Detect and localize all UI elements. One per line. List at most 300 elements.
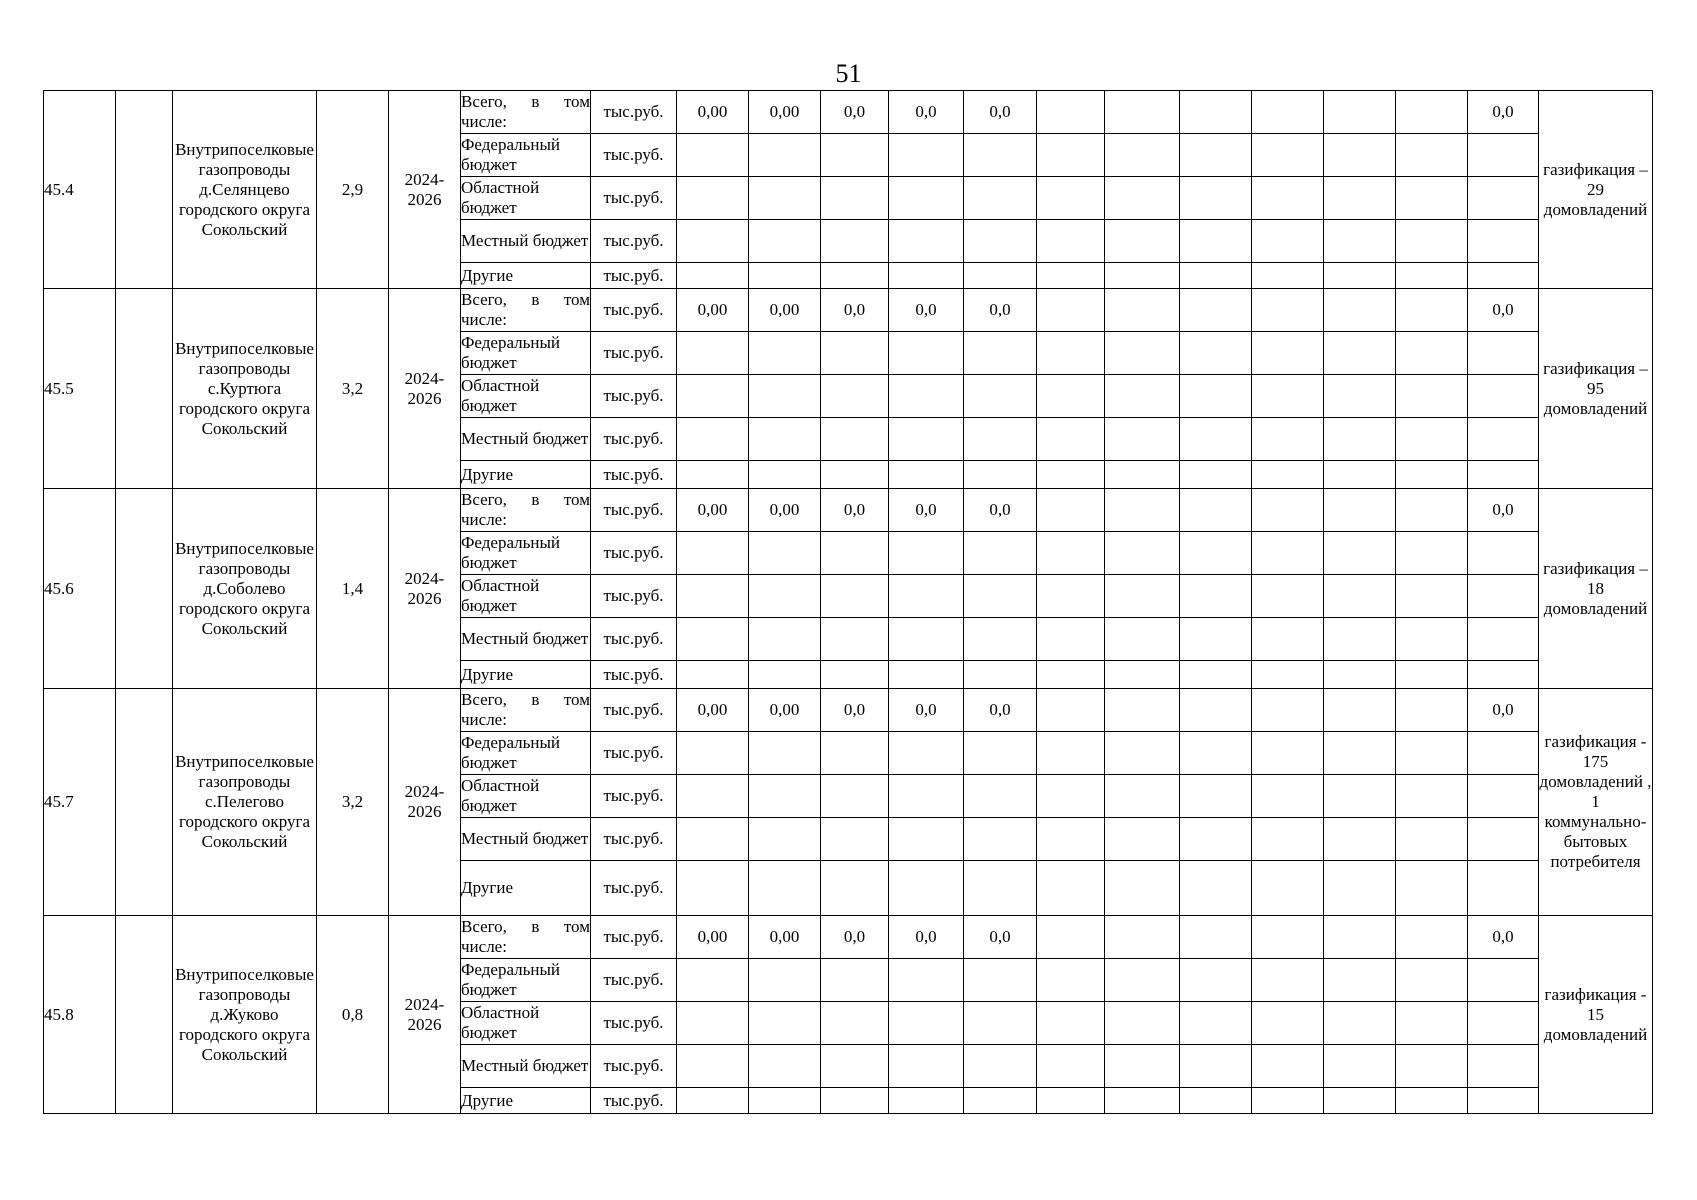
empty-value-cell [1324,332,1396,375]
unit: тыс.руб. [591,861,677,916]
value-cell [749,375,821,418]
empty-value-cell [1180,818,1252,861]
total-cell [1468,732,1539,775]
value-cell [677,661,749,689]
project-period: 2024-2026 [389,916,461,1114]
empty-value-cell [1180,775,1252,818]
empty-value-cell [1105,220,1180,263]
value-cell: 0,00 [677,91,749,134]
value-cell [889,332,964,375]
value-cell [964,818,1037,861]
total-cell: 0,0 [1468,916,1539,959]
value-cell [889,461,964,489]
unit: тыс.руб. [591,1045,677,1088]
project-length: 3,2 [317,689,389,916]
value-cell [677,220,749,263]
empty-value-cell [1252,263,1324,289]
value-cell: 0,00 [749,916,821,959]
empty-value-cell [1324,689,1396,732]
value-cell [677,134,749,177]
unit: тыс.руб. [591,91,677,134]
value-cell [677,375,749,418]
empty-value-cell [1252,959,1324,1002]
value-cell [889,861,964,916]
empty-value-cell [1324,1088,1396,1114]
project-number: 45.7 [44,689,116,916]
empty-value-cell [1180,661,1252,689]
value-cell [749,818,821,861]
empty-value-cell [1396,689,1468,732]
project-name: Внутрипоселковые газопроводы с.Пелегово городского округа Сокольский [173,689,317,916]
value-cell [821,732,889,775]
value-cell [749,220,821,263]
value-cell [821,618,889,661]
value-cell [889,818,964,861]
empty-value-cell [1324,959,1396,1002]
project-length: 2,9 [317,91,389,289]
empty-value-cell [1324,375,1396,418]
project-name: Внутрипоселковые газопроводы д.Жуково городского округа Сокольский [173,916,317,1114]
value-cell: 0,00 [749,689,821,732]
project-result: газификация – 29 домовладений [1539,91,1653,289]
funding-source: Всего, в том числе: [461,489,591,532]
empty-value-cell [1105,959,1180,1002]
empty-value-cell [1324,177,1396,220]
empty-value-cell [1180,220,1252,263]
empty-value-cell [1252,418,1324,461]
value-cell: 0,0 [964,489,1037,532]
empty-value-cell [1180,618,1252,661]
value-cell: 0,00 [749,91,821,134]
empty-value-cell [1396,332,1468,375]
value-cell: 0,0 [821,489,889,532]
empty-value-cell [1037,289,1105,332]
value-cell [821,575,889,618]
value-cell [821,959,889,1002]
unit: тыс.руб. [591,489,677,532]
empty-value-cell [1105,91,1180,134]
empty-value-cell [1324,289,1396,332]
value-cell [821,375,889,418]
funding-source: Областной бюджет [461,775,591,818]
value-cell [889,177,964,220]
unit: тыс.руб. [591,916,677,959]
empty-value-cell [1180,418,1252,461]
empty-value-cell [1037,1002,1105,1045]
investment-table [43,90,1653,1114]
value-cell: 0,00 [677,689,749,732]
value-cell [889,959,964,1002]
empty-value-cell [1252,818,1324,861]
funding-source: Всего, в том числе: [461,916,591,959]
empty-value-cell [1037,916,1105,959]
unit: тыс.руб. [591,177,677,220]
value-cell [749,1088,821,1114]
total-cell [1468,661,1539,689]
empty-value-cell [1324,818,1396,861]
empty-value-cell [1105,775,1180,818]
value-cell: 0,00 [677,916,749,959]
empty-value-cell [1105,818,1180,861]
value-cell [749,177,821,220]
empty-value-cell [1105,332,1180,375]
unit: тыс.руб. [591,134,677,177]
empty-value-cell [1252,1045,1324,1088]
value-cell [677,818,749,861]
empty-value-cell [1180,959,1252,1002]
empty-value-cell [1180,461,1252,489]
value-cell [964,618,1037,661]
empty-value-cell [1324,91,1396,134]
empty-value-cell [1396,91,1468,134]
project-result: газификация - 175 домовладений , 1 коммунально-бытовых потребителя [1539,689,1653,916]
empty-value-cell [1105,289,1180,332]
empty-cell [116,91,173,289]
unit: тыс.руб. [591,1002,677,1045]
empty-value-cell [1180,177,1252,220]
total-cell [1468,134,1539,177]
empty-value-cell [1396,818,1468,861]
unit: тыс.руб. [591,418,677,461]
project-result: газификация – 18 домовладений [1539,489,1653,689]
value-cell [677,959,749,1002]
empty-value-cell [1105,375,1180,418]
project-period: 2024-2026 [389,289,461,489]
empty-value-cell [1180,289,1252,332]
total-cell [1468,1002,1539,1045]
unit: тыс.руб. [591,375,677,418]
value-cell: 0,0 [889,916,964,959]
empty-value-cell [1180,1088,1252,1114]
empty-value-cell [1324,489,1396,532]
value-cell [964,1088,1037,1114]
empty-value-cell [1396,177,1468,220]
funding-source: Местный бюджет [461,818,591,861]
project-row-total [44,289,1653,332]
empty-value-cell [1252,1002,1324,1045]
total-cell [1468,263,1539,289]
value-cell [749,532,821,575]
empty-value-cell [1396,263,1468,289]
value-cell [964,661,1037,689]
empty-value-cell [1105,618,1180,661]
empty-value-cell [1105,177,1180,220]
empty-value-cell [1037,489,1105,532]
empty-value-cell [1396,618,1468,661]
empty-value-cell [1252,732,1324,775]
unit: тыс.руб. [591,220,677,263]
empty-value-cell [1396,775,1468,818]
empty-cell [116,289,173,489]
value-cell [889,775,964,818]
value-cell: 0,0 [821,916,889,959]
empty-value-cell [1252,532,1324,575]
value-cell [749,861,821,916]
value-cell [964,775,1037,818]
value-cell [749,332,821,375]
value-cell [677,532,749,575]
empty-value-cell [1105,134,1180,177]
empty-value-cell [1037,1045,1105,1088]
value-cell [749,1045,821,1088]
value-cell [749,461,821,489]
project-number: 45.5 [44,289,116,489]
total-cell [1468,861,1539,916]
value-cell [889,732,964,775]
value-cell [749,1002,821,1045]
funding-source: Местный бюджет [461,1045,591,1088]
funding-source: Федеральный бюджет [461,332,591,375]
empty-value-cell [1037,775,1105,818]
value-cell [821,1002,889,1045]
empty-value-cell [1252,661,1324,689]
value-cell: 0,00 [677,289,749,332]
total-cell [1468,959,1539,1002]
funding-source: Федеральный бюджет [461,532,591,575]
project-name: Внутрипоселковые газопроводы с.Куртюга городского округа Сокольский [173,289,317,489]
value-cell [749,575,821,618]
value-cell [677,1045,749,1088]
empty-value-cell [1396,575,1468,618]
funding-source: Областной бюджет [461,1002,591,1045]
value-cell: 0,0 [889,489,964,532]
empty-value-cell [1396,220,1468,263]
empty-value-cell [1252,489,1324,532]
empty-value-cell [1180,732,1252,775]
funding-source: Другие [461,1088,591,1114]
empty-value-cell [1324,263,1396,289]
empty-value-cell [1252,134,1324,177]
value-cell [964,177,1037,220]
empty-value-cell [1180,575,1252,618]
empty-value-cell [1324,532,1396,575]
value-cell [821,861,889,916]
empty-value-cell [1252,689,1324,732]
value-cell [749,959,821,1002]
value-cell [964,134,1037,177]
project-row-total [44,489,1653,532]
project-number: 45.6 [44,489,116,689]
funding-source: Местный бюджет [461,220,591,263]
empty-value-cell [1252,618,1324,661]
empty-value-cell [1180,332,1252,375]
value-cell: 0,00 [677,489,749,532]
value-cell [821,461,889,489]
empty-value-cell [1105,461,1180,489]
empty-value-cell [1105,1088,1180,1114]
page-number: 51 [835,59,862,88]
value-cell: 0,0 [964,289,1037,332]
empty-value-cell [1396,461,1468,489]
funding-source: Областной бюджет [461,375,591,418]
funding-source: Федеральный бюджет [461,134,591,177]
value-cell [964,418,1037,461]
total-cell: 0,0 [1468,91,1539,134]
project-number: 45.4 [44,91,116,289]
funding-source: Федеральный бюджет [461,959,591,1002]
empty-value-cell [1037,532,1105,575]
value-cell [677,732,749,775]
empty-value-cell [1180,91,1252,134]
value-cell [821,134,889,177]
funding-source: Местный бюджет [461,618,591,661]
empty-value-cell [1252,332,1324,375]
total-cell [1468,1088,1539,1114]
empty-value-cell [1037,732,1105,775]
value-cell [964,861,1037,916]
project-length: 1,4 [317,489,389,689]
project-period: 2024-2026 [389,689,461,916]
empty-value-cell [1396,289,1468,332]
empty-value-cell [1324,916,1396,959]
empty-value-cell [1105,916,1180,959]
value-cell [749,732,821,775]
empty-value-cell [1324,775,1396,818]
empty-value-cell [1324,618,1396,661]
total-cell [1468,332,1539,375]
empty-value-cell [1037,418,1105,461]
empty-value-cell [1396,661,1468,689]
empty-value-cell [1105,689,1180,732]
value-cell [821,418,889,461]
total-cell: 0,0 [1468,689,1539,732]
funding-source: Другие [461,263,591,289]
total-cell: 0,0 [1468,289,1539,332]
value-cell [889,1002,964,1045]
empty-value-cell [1252,220,1324,263]
empty-value-cell [1037,263,1105,289]
value-cell [677,177,749,220]
empty-value-cell [1037,375,1105,418]
value-cell [677,775,749,818]
empty-value-cell [1252,461,1324,489]
value-cell: 0,0 [821,289,889,332]
total-cell: 0,0 [1468,489,1539,532]
funding-source: Другие [461,861,591,916]
empty-value-cell [1037,461,1105,489]
empty-value-cell [1105,861,1180,916]
project-length: 0,8 [317,916,389,1114]
empty-value-cell [1324,861,1396,916]
total-cell [1468,461,1539,489]
empty-value-cell [1037,134,1105,177]
unit: тыс.руб. [591,959,677,1002]
empty-value-cell [1037,861,1105,916]
value-cell [964,959,1037,1002]
value-cell [889,1045,964,1088]
value-cell [749,661,821,689]
value-cell [821,775,889,818]
value-cell [677,332,749,375]
total-cell [1468,220,1539,263]
value-cell: 0,0 [889,91,964,134]
empty-value-cell [1105,263,1180,289]
unit: тыс.руб. [591,289,677,332]
unit: тыс.руб. [591,689,677,732]
empty-value-cell [1396,1088,1468,1114]
empty-value-cell [1180,916,1252,959]
empty-value-cell [1252,1088,1324,1114]
value-cell: 0,00 [749,289,821,332]
project-name: Внутрипоселковые газопроводы д.Селянцево городского округа Сокольский [173,91,317,289]
value-cell [749,263,821,289]
value-cell [821,661,889,689]
unit: тыс.руб. [591,661,677,689]
value-cell [749,775,821,818]
empty-value-cell [1324,418,1396,461]
project-number: 45.8 [44,916,116,1114]
funding-source: Другие [461,661,591,689]
empty-value-cell [1105,732,1180,775]
empty-cell [116,489,173,689]
funding-source: Областной бюджет [461,177,591,220]
value-cell [889,375,964,418]
empty-value-cell [1180,134,1252,177]
value-cell [821,532,889,575]
empty-value-cell [1252,916,1324,959]
value-cell [889,220,964,263]
project-row-total [44,916,1653,959]
value-cell [889,1088,964,1114]
value-cell [821,177,889,220]
value-cell [889,618,964,661]
empty-value-cell [1037,575,1105,618]
value-cell [889,575,964,618]
empty-value-cell [1037,959,1105,1002]
unit: тыс.руб. [591,461,677,489]
value-cell [749,134,821,177]
total-cell [1468,375,1539,418]
empty-value-cell [1037,661,1105,689]
value-cell [889,134,964,177]
value-cell: 0,0 [964,91,1037,134]
project-period: 2024-2026 [389,489,461,689]
empty-cell [116,689,173,916]
empty-value-cell [1037,689,1105,732]
empty-value-cell [1324,661,1396,689]
funding-source: Федеральный бюджет [461,732,591,775]
empty-cell [116,916,173,1114]
empty-value-cell [1105,1002,1180,1045]
empty-value-cell [1105,575,1180,618]
value-cell [889,661,964,689]
project-period: 2024-2026 [389,91,461,289]
empty-value-cell [1105,661,1180,689]
value-cell [677,861,749,916]
empty-value-cell [1037,177,1105,220]
project-row-total [44,91,1653,134]
value-cell [964,1002,1037,1045]
value-cell [964,732,1037,775]
value-cell [677,618,749,661]
unit: тыс.руб. [591,618,677,661]
empty-value-cell [1252,575,1324,618]
value-cell [677,263,749,289]
value-cell [821,1045,889,1088]
empty-value-cell [1180,375,1252,418]
empty-value-cell [1180,263,1252,289]
value-cell [889,532,964,575]
unit: тыс.руб. [591,532,677,575]
value-cell [821,220,889,263]
value-cell: 0,00 [749,489,821,532]
empty-value-cell [1324,1002,1396,1045]
value-cell [821,1088,889,1114]
value-cell: 0,0 [889,689,964,732]
empty-value-cell [1396,959,1468,1002]
empty-value-cell [1396,532,1468,575]
value-cell [749,418,821,461]
